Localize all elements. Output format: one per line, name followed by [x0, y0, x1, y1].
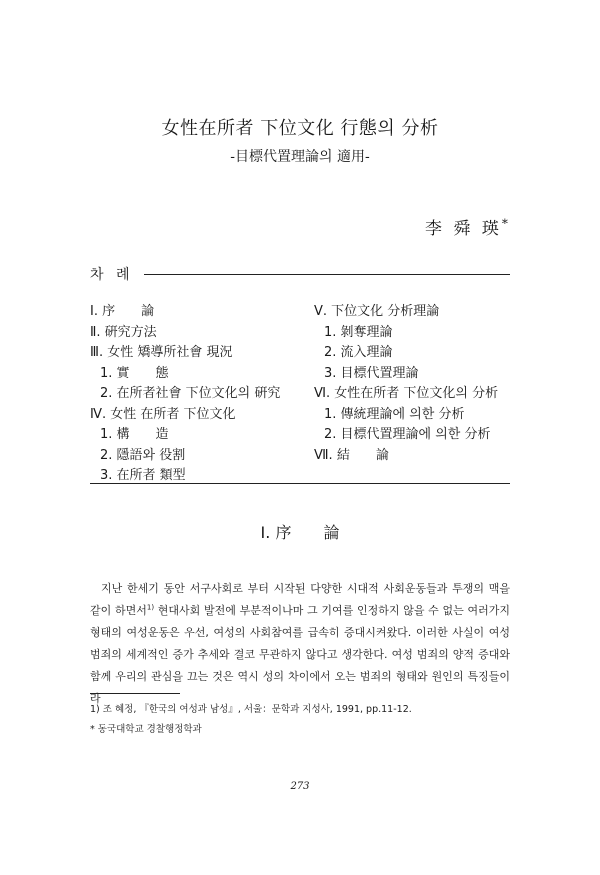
footnote-rule	[90, 693, 180, 694]
body-paragraph	[90, 578, 510, 710]
toc-label: 차 례	[90, 267, 134, 283]
section-heading: Ⅰ. 序 論	[260, 523, 340, 542]
body-text-b: 현대사회 발전에 부분적이나마 그 기여를 인정하지 않을 수 없는 여러가지 형태의 여성운동은 우선, 여성의 사회참여를 급속히 증대시켜왔다. 이러한 사실이 여성 범죄의 세계적인 증가 추세와 결코 무관하지 않다고 생각한다. 여성 범죄의 양적 증대와 함께 우리의 관심을 끄는 것은 역시 성의 차이에서 오는 범죄의 형태와 원인의 특징들이라	[90, 604, 510, 705]
toc-header	[90, 264, 510, 282]
toc-subitem: 3. 目標代置理論	[324, 365, 419, 381]
toc-top-rule	[144, 274, 510, 275]
toc-subitem: 2. 目標代置理論에 의한 分析	[324, 427, 491, 442]
toc-subitem: 1. 實 態	[100, 365, 169, 381]
toc-subitem: 2. 在所者社會 下位文化의 硏究	[100, 386, 281, 401]
page-number: 273	[290, 781, 310, 792]
toc-item: Ⅲ. 女性 矯導所社會 現況	[90, 345, 233, 360]
author-name	[425, 214, 508, 239]
body-text-a: 지난 한세기 동안 서구사회로 부터 시작된 다양한 시대적 사회운동들과 투쟁의 맥을 같이 하면서	[90, 582, 510, 617]
footnote: 1) 조 혜정, 『한국의 여성과 남성』, 서울：문학과 지성사, 1991, pp.11-12.	[90, 704, 412, 715]
toc-item: Ⅵ. 女性在所者 下位文化의 分析	[314, 386, 499, 401]
paper-title: 女性在所者 下位文化 行態의 分析	[161, 118, 439, 139]
toc-item: Ⅱ. 硏究方法	[90, 324, 157, 340]
toc-bottom-rule	[90, 483, 510, 484]
author-name-text: 李 舜 瑛	[425, 219, 502, 239]
toc-subitem: 3. 在所者 類型	[100, 468, 186, 483]
author-affiliation-mark: *	[501, 216, 508, 231]
toc-subitem: 1. 剝奪理論	[324, 324, 393, 340]
toc-subitem: 2. 隱語와 役割	[100, 447, 186, 463]
toc-item: Ⅴ. 下位文化 分析理論	[314, 304, 440, 319]
toc-subitem: 2. 流入理論	[324, 345, 393, 360]
toc-left-column	[90, 302, 280, 487]
toc-subitem: 1. 構 造	[100, 427, 169, 442]
footnote: * 동국대학교 경찰행정학과	[90, 724, 202, 735]
toc-subitem: 1. 傳統理論에 의한 分析	[324, 406, 465, 422]
toc-item: Ⅶ. 結 論	[314, 447, 389, 463]
toc-item: Ⅰ. 序 論	[90, 304, 155, 319]
toc-item: Ⅳ. 女性 在所者 下位文化	[90, 406, 236, 422]
paper-subtitle: -目標代置理論의 適用-	[230, 149, 370, 165]
footnote-ref: 1)	[146, 603, 155, 612]
toc-right-column	[314, 302, 498, 466]
